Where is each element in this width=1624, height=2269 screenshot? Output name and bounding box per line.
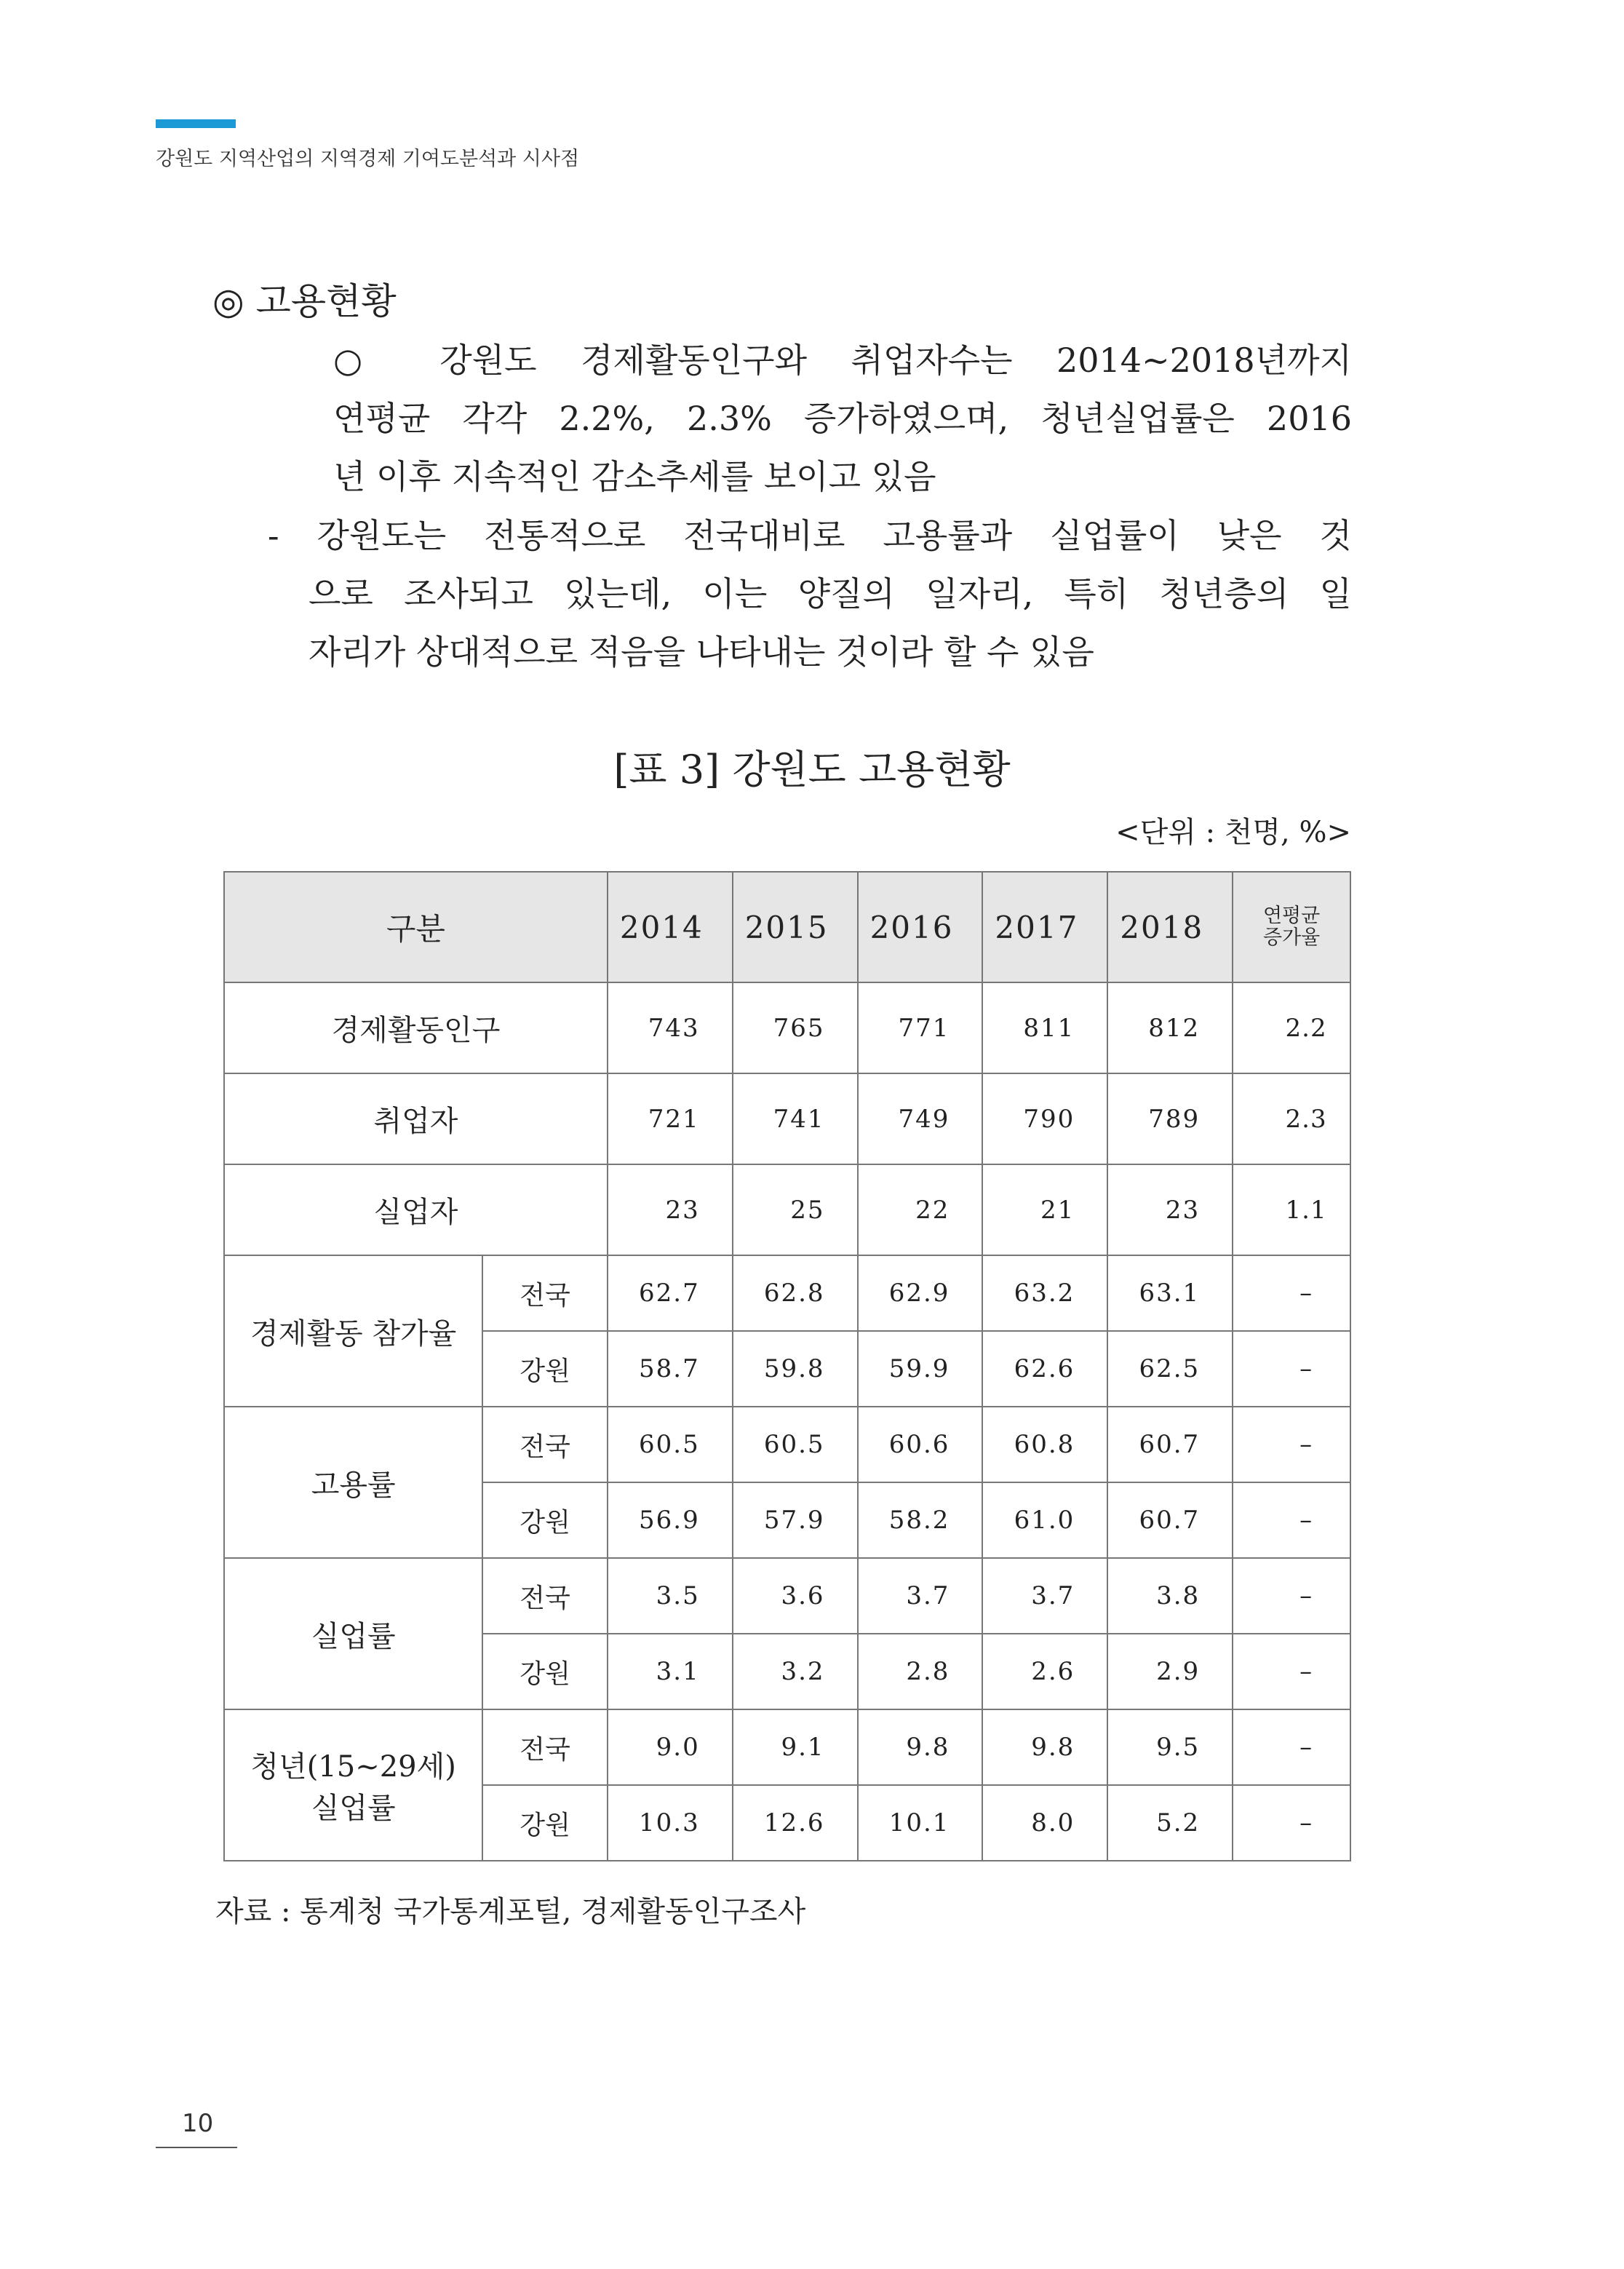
value-cell: 3.5 — [608, 1558, 733, 1634]
value-cell: 771 — [858, 982, 983, 1073]
value-cell: 2.9 — [1107, 1634, 1233, 1709]
region-label: 전국 — [482, 1558, 608, 1634]
header-category: 구분 — [224, 872, 608, 982]
growth-cell: 1.1 — [1233, 1164, 1350, 1255]
header-accent-bar — [156, 119, 236, 128]
table-row — [224, 1255, 1350, 1331]
value-cell: 60.7 — [1107, 1482, 1233, 1558]
bullet-line: ○ 강원도 경제활동인구와 취업자수는 2014~2018년까지 — [333, 341, 1352, 380]
value-cell: 743 — [608, 982, 733, 1073]
value-cell: 57.9 — [733, 1482, 858, 1558]
table-row — [224, 1407, 1350, 1482]
value-cell: 60.8 — [982, 1407, 1107, 1482]
region-label: 강원 — [482, 1785, 608, 1861]
group-label — [224, 1709, 482, 1861]
bullet-paragraph — [333, 331, 1352, 506]
table-row — [224, 1164, 1350, 1255]
header-growth-line: 연평균 — [1262, 905, 1321, 927]
table-unit-note: <단위 : 천명, %> — [1115, 816, 1351, 849]
dash-line: 으로 조사되고 있는데, 이는 양질의 일자리, 특히 청년층의 일 — [309, 574, 1352, 613]
row-label: 경제활동인구 — [224, 982, 608, 1073]
value-cell: 62.6 — [982, 1331, 1107, 1407]
value-cell: 63.1 — [1107, 1255, 1233, 1331]
table-title: [표 3] 강원도 고용현황 — [613, 747, 1011, 792]
value-cell: 56.9 — [608, 1482, 733, 1558]
bullet-line: 연평균 각각 2.2%, 2.3% 증가하였으며, 청년실업률은 2016 — [333, 399, 1352, 438]
section-heading: ◎ 고용현황 — [212, 280, 397, 322]
group-label-line: 실업률 — [311, 1619, 396, 1653]
growth-cell: – — [1233, 1482, 1350, 1558]
value-cell: 8.0 — [982, 1785, 1107, 1861]
region-label: 전국 — [482, 1407, 608, 1482]
running-header: 강원도 지역산업의 지역경제 기여도분석과 시사점 — [156, 148, 580, 170]
value-cell: 23 — [1107, 1164, 1233, 1255]
header-year: 2017 — [982, 872, 1107, 982]
growth-cell: – — [1233, 1558, 1350, 1634]
table-row — [224, 1073, 1350, 1164]
value-cell: 62.9 — [858, 1255, 983, 1331]
growth-cell: 2.2 — [1233, 982, 1350, 1073]
page-number: 10 — [182, 2109, 214, 2138]
value-cell: 23 — [608, 1164, 733, 1255]
dash-line: 자리가 상대적으로 적음을 나타내는 것이라 할 수 있음 — [309, 632, 1094, 672]
value-cell: 58.7 — [608, 1331, 733, 1407]
group-label — [224, 1407, 482, 1558]
group-label — [224, 1255, 482, 1407]
value-cell: 59.8 — [733, 1331, 858, 1407]
growth-cell: 2.3 — [1233, 1073, 1350, 1164]
dash-line: - 강원도는 전통적으로 전국대비로 고용률과 실업률이 낮은 것 — [268, 516, 1352, 555]
value-cell: 3.1 — [608, 1634, 733, 1709]
footer-rule — [156, 2147, 237, 2148]
growth-cell: – — [1233, 1634, 1350, 1709]
value-cell: 61.0 — [982, 1482, 1107, 1558]
group-label-line: 경제활동 참가율 — [250, 1316, 457, 1351]
header-year: 2015 — [733, 872, 858, 982]
value-cell: 789 — [1107, 1073, 1233, 1164]
group-label-line: 청년(15~29세) — [250, 1750, 456, 1784]
group-label-line: 고용률 — [311, 1468, 396, 1502]
value-cell: 812 — [1107, 982, 1233, 1073]
value-cell: 62.7 — [608, 1255, 733, 1331]
value-cell: 9.8 — [982, 1709, 1107, 1785]
table-header-row — [224, 872, 1350, 982]
table-row — [224, 982, 1350, 1073]
value-cell: 60.6 — [858, 1407, 983, 1482]
value-cell: 10.3 — [608, 1785, 733, 1861]
value-cell: 741 — [733, 1073, 858, 1164]
region-label: 전국 — [482, 1709, 608, 1785]
growth-cell: – — [1233, 1255, 1350, 1331]
growth-cell: – — [1233, 1785, 1350, 1861]
header-year: 2016 — [858, 872, 983, 982]
header-year: 2018 — [1107, 872, 1233, 982]
value-cell: 21 — [982, 1164, 1107, 1255]
growth-cell: – — [1233, 1709, 1350, 1785]
growth-cell: – — [1233, 1331, 1350, 1407]
growth-cell: – — [1233, 1407, 1350, 1482]
value-cell: 60.5 — [733, 1407, 858, 1482]
region-label: 전국 — [482, 1255, 608, 1331]
table-row — [224, 1558, 1350, 1634]
group-label-line: 실업률 — [311, 1792, 396, 1825]
value-cell: 765 — [733, 982, 858, 1073]
table-source: 자료 : 통계청 국가통계포털, 경제활동인구조사 — [215, 1895, 806, 1928]
value-cell: 12.6 — [733, 1785, 858, 1861]
value-cell: 59.9 — [858, 1331, 983, 1407]
value-cell: 721 — [608, 1073, 733, 1164]
group-label — [224, 1558, 482, 1709]
header-growth-line: 증가율 — [1262, 926, 1321, 949]
value-cell: 9.8 — [858, 1709, 983, 1785]
value-cell: 3.7 — [982, 1558, 1107, 1634]
bullet-line: 년 이후 지속적인 감소추세를 보이고 있음 — [333, 457, 936, 496]
value-cell: 3.6 — [733, 1558, 858, 1634]
region-label: 강원 — [482, 1634, 608, 1709]
value-cell: 811 — [982, 982, 1107, 1073]
value-cell: 9.0 — [608, 1709, 733, 1785]
value-cell: 9.1 — [733, 1709, 858, 1785]
row-label: 실업자 — [224, 1164, 608, 1255]
header-growth — [1233, 872, 1350, 982]
value-cell: 2.8 — [858, 1634, 983, 1709]
value-cell: 3.7 — [858, 1558, 983, 1634]
value-cell: 25 — [733, 1164, 858, 1255]
value-cell: 2.6 — [982, 1634, 1107, 1709]
region-label: 강원 — [482, 1331, 608, 1407]
value-cell: 60.7 — [1107, 1407, 1233, 1482]
value-cell: 62.8 — [733, 1255, 858, 1331]
value-cell: 63.2 — [982, 1255, 1107, 1331]
value-cell: 9.5 — [1107, 1709, 1233, 1785]
value-cell: 3.2 — [733, 1634, 858, 1709]
value-cell: 58.2 — [858, 1482, 983, 1558]
value-cell: 22 — [858, 1164, 983, 1255]
header-year: 2014 — [608, 872, 733, 982]
value-cell: 749 — [858, 1073, 983, 1164]
value-cell: 790 — [982, 1073, 1107, 1164]
value-cell: 3.8 — [1107, 1558, 1233, 1634]
value-cell: 62.5 — [1107, 1331, 1233, 1407]
value-cell: 60.5 — [608, 1407, 733, 1482]
value-cell: 10.1 — [858, 1785, 983, 1861]
dash-paragraph — [268, 506, 1352, 681]
region-label: 강원 — [482, 1482, 608, 1558]
row-label: 취업자 — [224, 1073, 608, 1164]
employment-table — [223, 871, 1351, 1861]
table-row — [224, 1709, 1350, 1785]
table-body — [224, 982, 1350, 1861]
value-cell: 5.2 — [1107, 1785, 1233, 1861]
